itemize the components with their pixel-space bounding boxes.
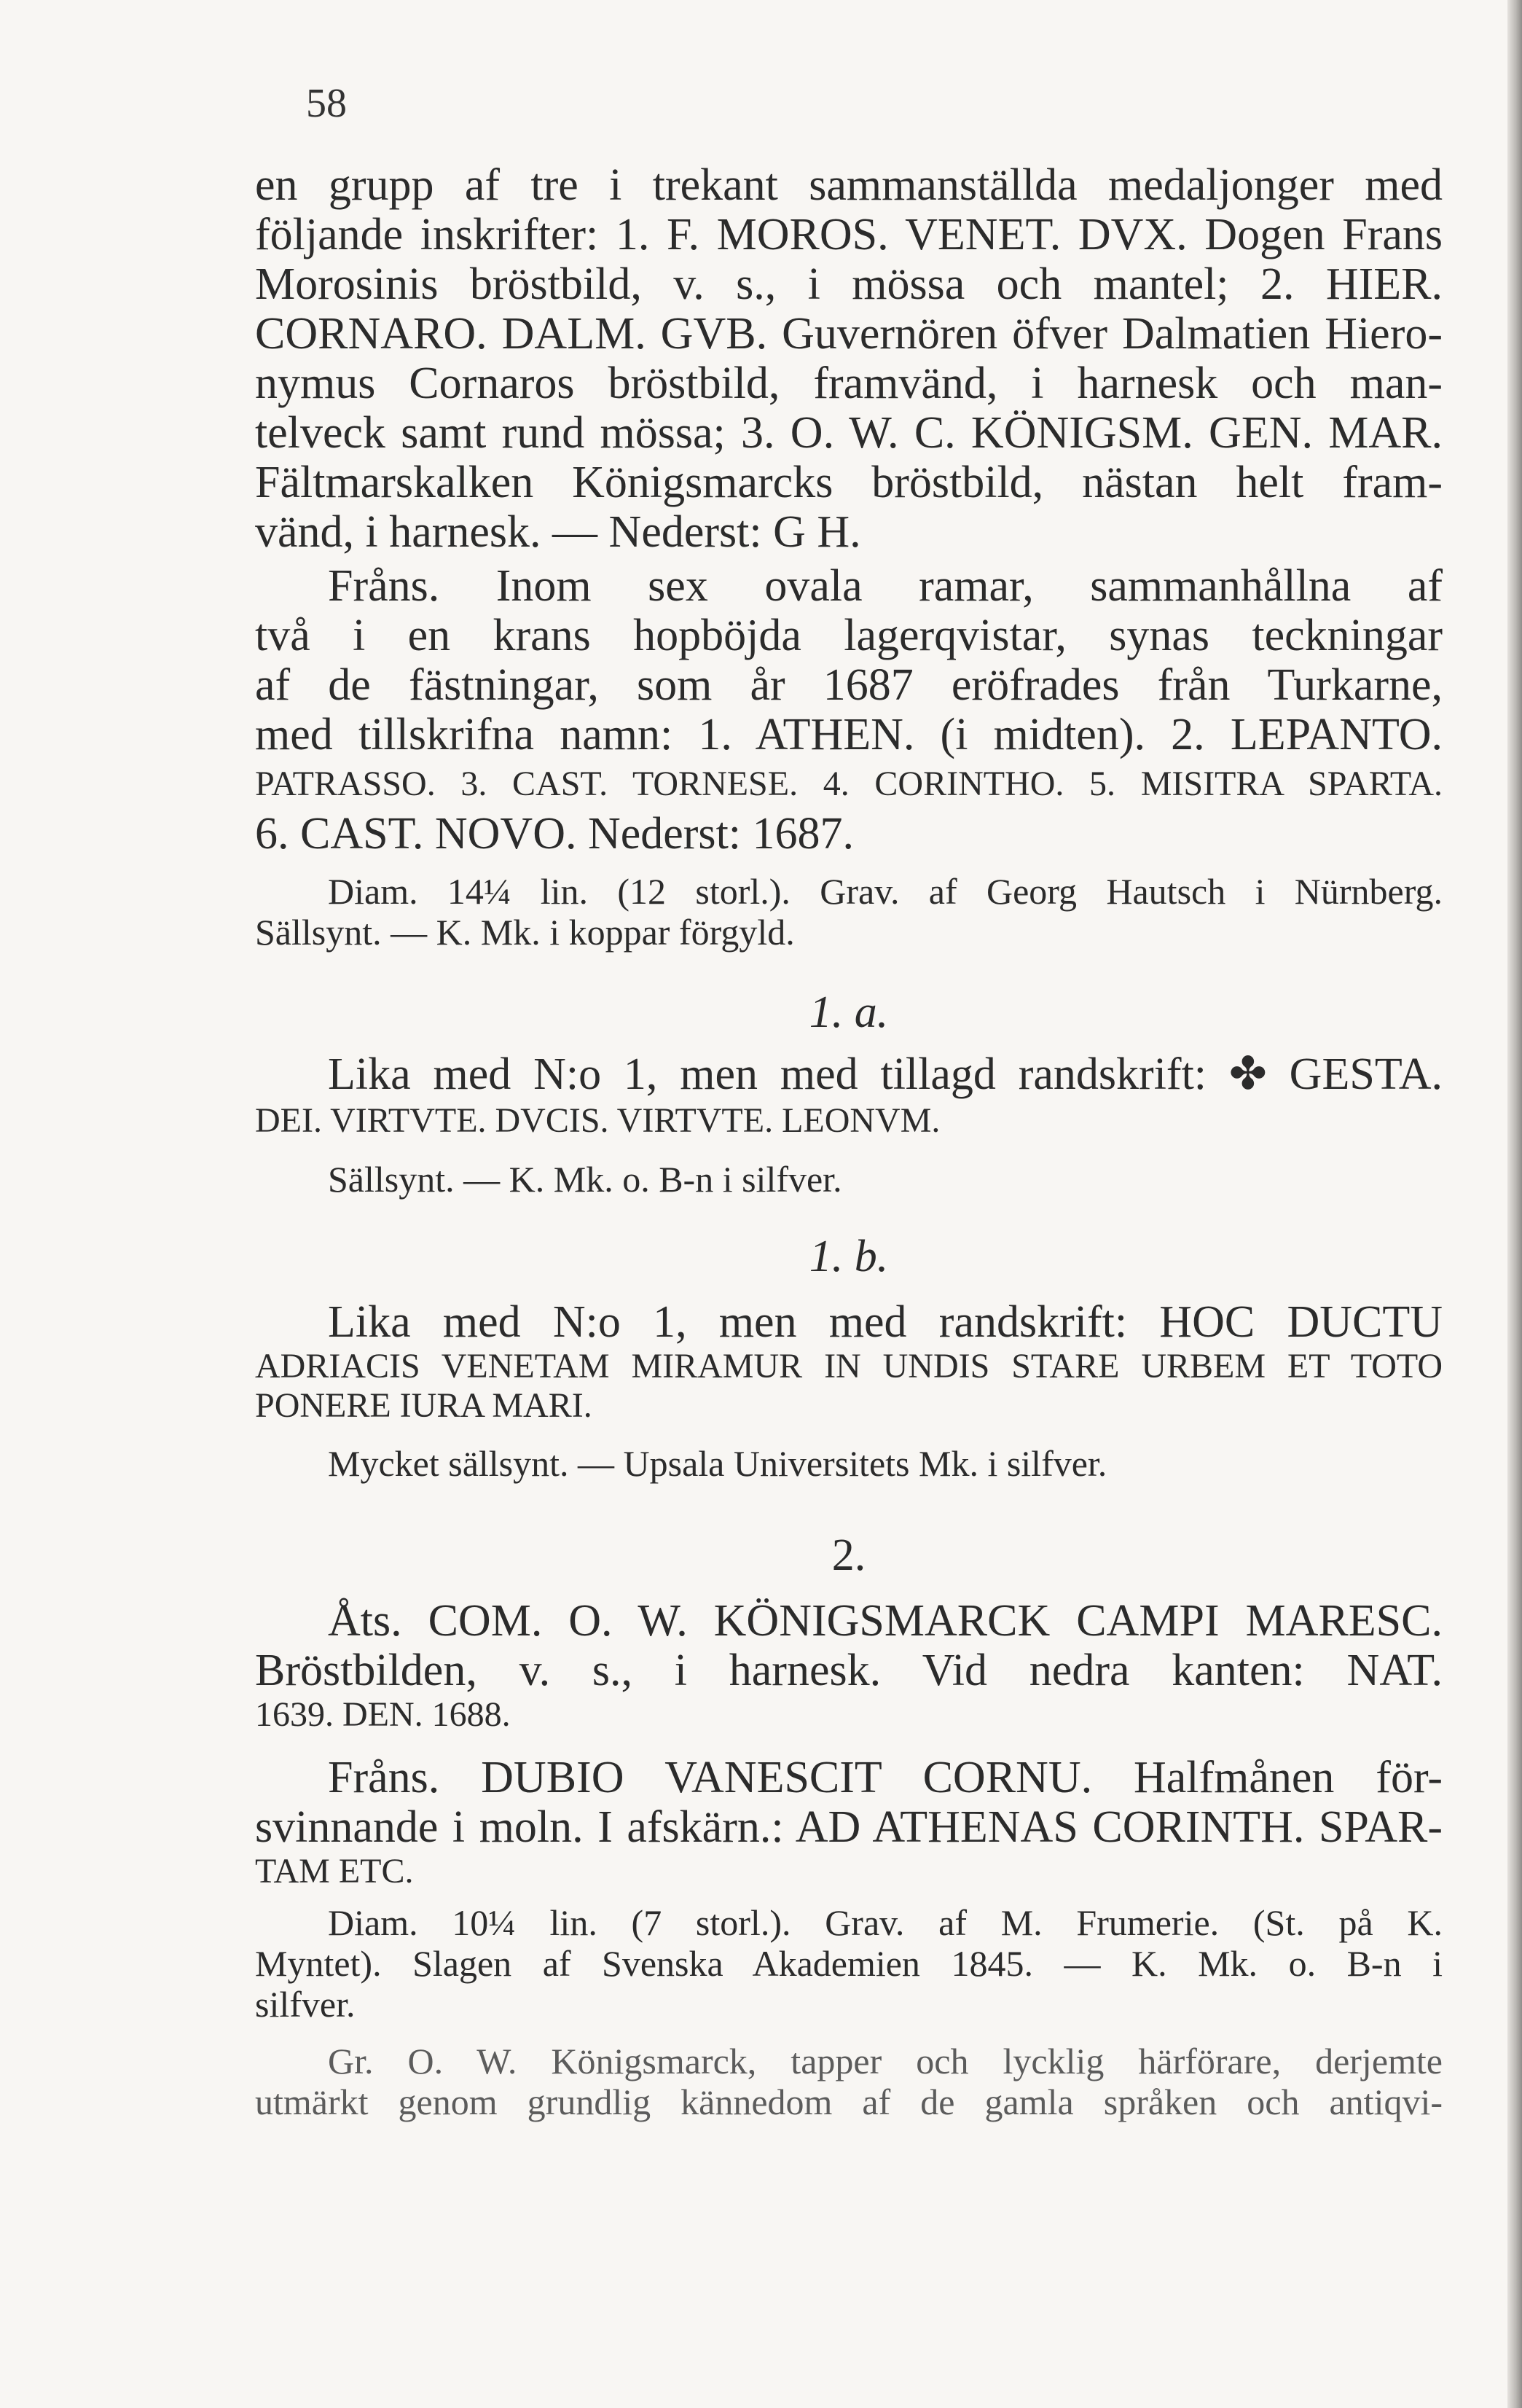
section1a [255,988,1443,1037]
text-line: Bröstbilden, v. s., i harnesk. Vid nedra kanten: NAT. [255,1646,1443,1695]
text-line: nymus Cornaros bröstbild, framvänd, i harnesk och man- [255,359,1443,408]
text-line: CORNARO. DALM. GVB. Guvernören öfver Dalmatien Hiero- [255,309,1443,359]
section2-continuation [255,2041,1443,2122]
section1-paragraph [255,160,1443,557]
section1b [255,1232,1443,1281]
text-line: 1639. DEN. 1688. [255,1695,511,1734]
section-heading: 2. [831,1531,866,1580]
section1-frans [255,561,1443,859]
text-line: Lika med N:o 1, men med randskrift: HOC DUCTU [328,1297,1443,1347]
text-line: telveck samt rund mössa; 3. O. W. C. KÖNIGSM. GEN. MAR. [255,408,1443,458]
page-edge-shadow [1507,0,1522,2408]
note-line: Gr. O. W. Königsmarck, tapper och lycklig härförare, derjemte [328,2041,1443,2081]
text-line: 6. CAST. NOVO. Nederst: 1687. [255,809,855,859]
text-line: TAM ETC. [255,1852,414,1891]
text-line: Morosinis bröstbild, v. s., i mössa och mantel; 2. HIER. [255,259,1443,309]
section-heading: 1. a. [809,988,889,1037]
section1b-text [255,1297,1443,1426]
text-line: följande inskrifter: 1. F. MOROS. VENET. DVX. Dogen Frans [255,210,1443,259]
page-number: 58 [306,81,347,126]
section1a-note [255,1159,1443,1200]
note-line: Mycket sällsynt. — Upsala Universitets Mk. i silfver. [328,1443,1107,1484]
section-heading: 1. b. [809,1232,889,1281]
note-line: silfver. [255,1984,356,2025]
text-line: vänd, i harnesk. — Nederst: G H. [255,507,861,557]
text-line: svinnande i moln. I afskärn.: AD ATHENAS CORINTH. SPAR- [255,1802,1443,1852]
text-line: DEI. VIRTVTE. DVCIS. VIRTVTE. LEONVM. [255,1101,941,1140]
section1-notes [255,871,1443,953]
text-line: Lika med N:o 1, men med tillagd randskrift: ✤ GESTA. [328,1049,1443,1099]
text-line: Fråns. DUBIO VANESCIT CORNU. Halfmånen för- [328,1753,1443,1802]
text-line: PONERE IURA MARI. [255,1386,592,1425]
text-line: af de fästningar, som år 1687 eröfrades från Turkarne, [255,660,1443,710]
text-line: ADRIACIS VENETAM MIRAMUR IN UNDIS STARE URBEM ET TOTO [255,1347,1443,1385]
section1a-text [255,1049,1443,1143]
text-line: en grupp af tre i trekant sammanställda medaljonger med [255,160,1443,210]
text-line: två i en krans hopböjda lagerqvistar, synas teckningar [255,611,1443,660]
text-line: Fältmarskalken Königsmarcks bröstbild, nästan helt fram- [255,458,1443,507]
note-line: Sällsynt. — K. Mk. o. B-n i silfver. [328,1159,842,1200]
note-line: utmärkt genom grundlig kännedom af de gamla språken och antiqvi- [255,2081,1443,2122]
note-line: Diam. 14¼ lin. (12 storl.). Grav. af Georg Hautsch i Nürnberg. [328,871,1443,912]
note-line: Myntet). Slagen af Svenska Akademien 1845. — K. Mk. o. B-n i [255,1943,1443,1984]
text-line: med tillskrifna namn: 1. ATHEN. (i midten). 2. LEPANTO. [255,710,1443,759]
section2 [255,1531,1443,1580]
section1b-note [255,1443,1443,1484]
text-line: PATRASSO. 3. CAST. TORNESE. 4. CORINTHO. 5. MISITRA SPARTA. [255,765,1443,803]
section2-frans [255,1753,1443,1891]
note-line: Sällsynt. — K. Mk. i koppar förgyld. [255,912,795,953]
section2-ats [255,1596,1443,1735]
section2-notes [255,1902,1443,2025]
note-line: Diam. 10¼ lin. (7 storl.). Grav. af M. Frumerie. (St. på K. [328,1902,1443,1943]
text-line: Åts. COM. O. W. KÖNIGSMARCK CAMPI MARESC. [328,1596,1443,1646]
text-line: Fråns. Inom sex ovala ramar, sammanhållna af [328,561,1443,611]
